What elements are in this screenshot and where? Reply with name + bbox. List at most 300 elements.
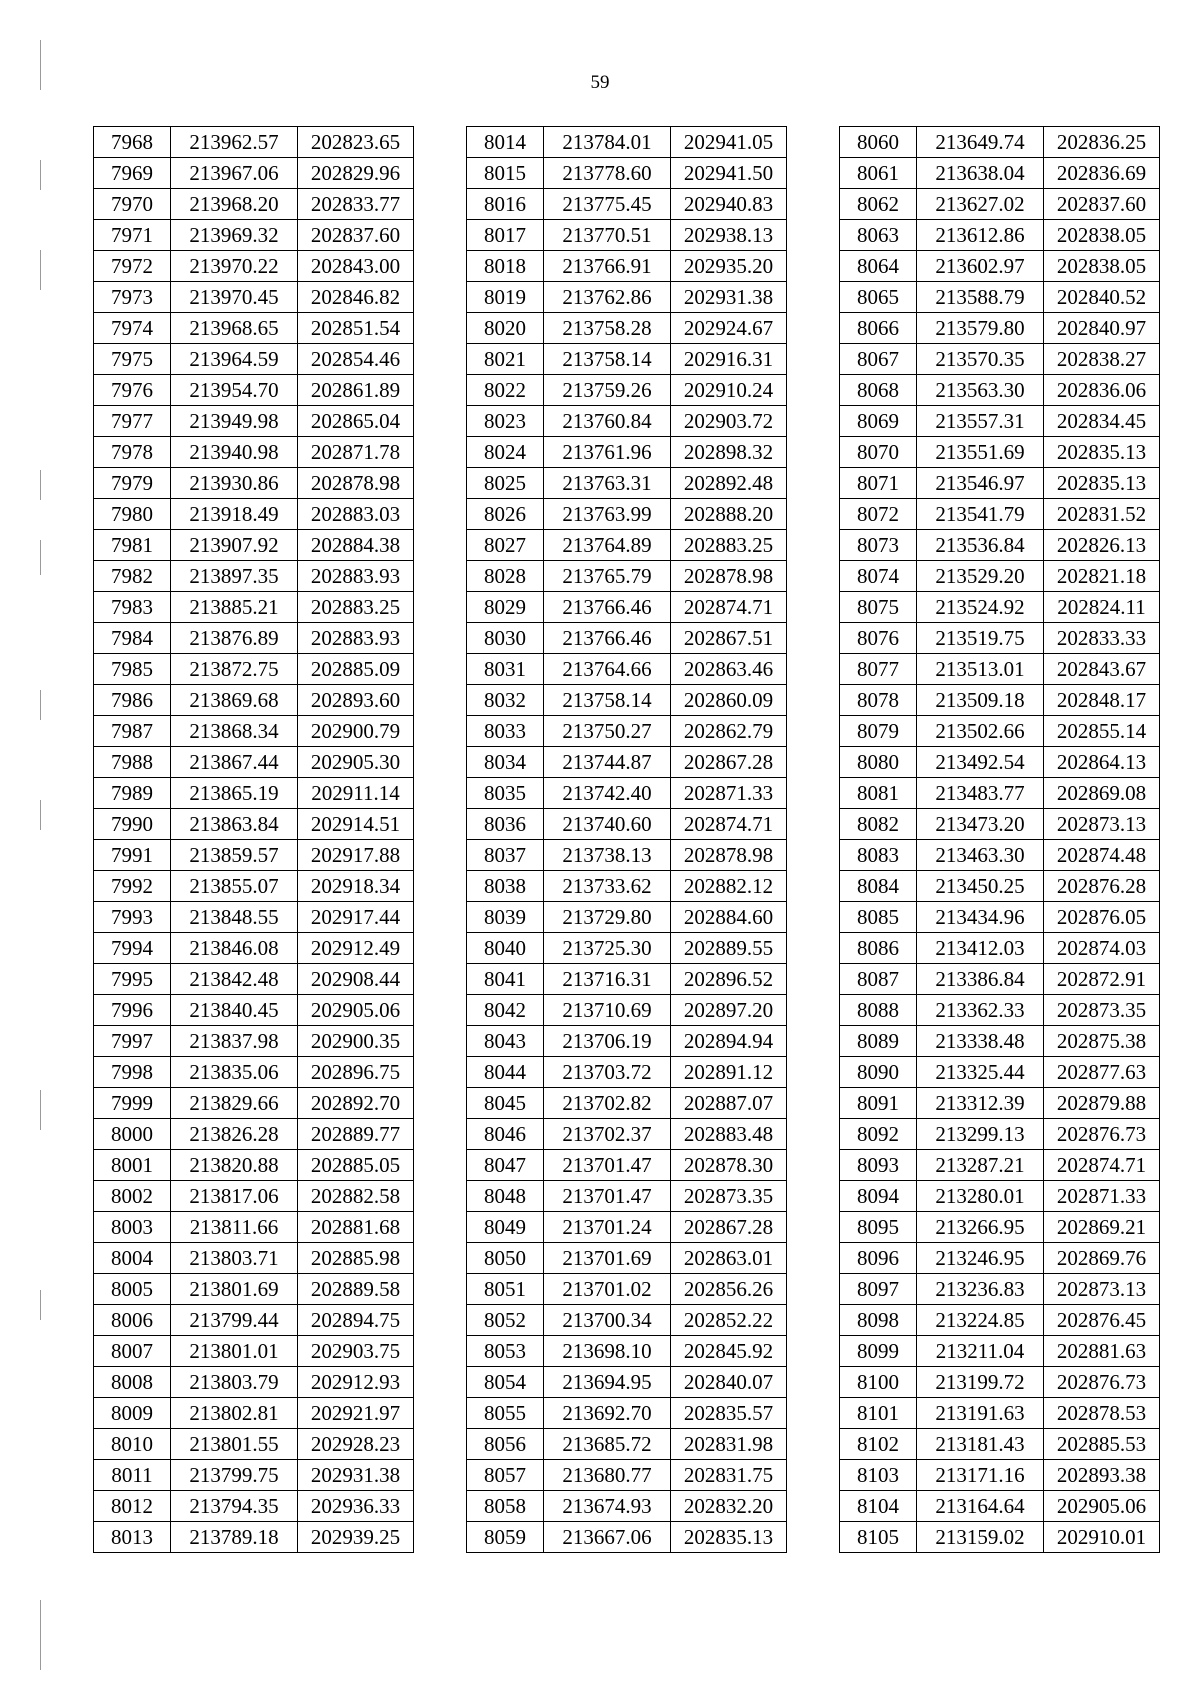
x-coordinate-cell: 213764.66 — [544, 654, 671, 685]
y-coordinate-cell: 202854.46 — [298, 344, 414, 375]
table-row — [94, 437, 414, 468]
point-number-cell: 8059 — [467, 1522, 544, 1553]
point-number-cell: 8017 — [467, 220, 544, 251]
x-coordinate-cell: 213551.69 — [917, 437, 1044, 468]
table-row — [467, 1491, 787, 1522]
y-coordinate-cell: 202928.23 — [298, 1429, 414, 1460]
table-row — [467, 1429, 787, 1460]
x-coordinate-cell: 213211.04 — [917, 1336, 1044, 1367]
table-row — [94, 530, 414, 561]
table-row — [467, 871, 787, 902]
x-coordinate-cell: 213667.06 — [544, 1522, 671, 1553]
table-row — [840, 251, 1160, 282]
table-row — [94, 840, 414, 871]
table-row — [467, 995, 787, 1026]
table-row — [840, 995, 1160, 1026]
point-number-cell: 8046 — [467, 1119, 544, 1150]
table-row — [467, 964, 787, 995]
table-row — [840, 964, 1160, 995]
x-coordinate-cell: 213483.77 — [917, 778, 1044, 809]
point-number-cell: 8102 — [840, 1429, 917, 1460]
point-number-cell: 7994 — [94, 933, 171, 964]
point-number-cell: 8048 — [467, 1181, 544, 1212]
x-coordinate-cell: 213766.46 — [544, 592, 671, 623]
x-coordinate-cell: 213766.91 — [544, 251, 671, 282]
y-coordinate-cell: 202893.38 — [1044, 1460, 1160, 1491]
point-number-cell: 8075 — [840, 592, 917, 623]
x-coordinate-cell: 213502.66 — [917, 716, 1044, 747]
point-number-cell: 8087 — [840, 964, 917, 995]
table-row — [840, 1274, 1160, 1305]
y-coordinate-cell: 202874.71 — [1044, 1150, 1160, 1181]
point-number-cell: 7977 — [94, 406, 171, 437]
y-coordinate-cell: 202876.28 — [1044, 871, 1160, 902]
point-number-cell: 8018 — [467, 251, 544, 282]
point-number-cell: 8047 — [467, 1150, 544, 1181]
table-row — [840, 499, 1160, 530]
x-coordinate-cell: 213563.30 — [917, 375, 1044, 406]
table-row — [94, 592, 414, 623]
table-row — [94, 158, 414, 189]
y-coordinate-cell: 202941.05 — [671, 127, 787, 158]
table-row — [467, 251, 787, 282]
y-coordinate-cell: 202835.57 — [671, 1398, 787, 1429]
point-number-cell: 8072 — [840, 499, 917, 530]
table-row — [840, 871, 1160, 902]
x-coordinate-cell: 213546.97 — [917, 468, 1044, 499]
y-coordinate-cell: 202867.28 — [671, 747, 787, 778]
point-number-cell: 8039 — [467, 902, 544, 933]
y-coordinate-cell: 202896.52 — [671, 964, 787, 995]
y-coordinate-cell: 202834.45 — [1044, 406, 1160, 437]
x-coordinate-cell: 213171.16 — [917, 1460, 1044, 1491]
point-number-cell: 7992 — [94, 871, 171, 902]
y-coordinate-cell: 202887.07 — [671, 1088, 787, 1119]
table-row — [840, 189, 1160, 220]
x-coordinate-cell: 213826.28 — [171, 1119, 298, 1150]
x-coordinate-cell: 213701.69 — [544, 1243, 671, 1274]
table-row — [840, 1119, 1160, 1150]
scan-edge-mark — [40, 1290, 41, 1320]
x-coordinate-cell: 213803.71 — [171, 1243, 298, 1274]
x-coordinate-cell: 213738.13 — [544, 840, 671, 871]
table-row — [467, 189, 787, 220]
y-coordinate-cell: 202916.31 — [671, 344, 787, 375]
y-coordinate-cell: 202884.60 — [671, 902, 787, 933]
point-number-cell: 7974 — [94, 313, 171, 344]
y-coordinate-cell: 202877.63 — [1044, 1057, 1160, 1088]
x-coordinate-cell: 213940.98 — [171, 437, 298, 468]
point-number-cell: 7975 — [94, 344, 171, 375]
table-row — [467, 1398, 787, 1429]
point-number-cell: 8031 — [467, 654, 544, 685]
table-row — [94, 995, 414, 1026]
point-number-cell: 8058 — [467, 1491, 544, 1522]
y-coordinate-cell: 202831.98 — [671, 1429, 787, 1460]
table-row — [94, 1181, 414, 1212]
table-row — [840, 1398, 1160, 1429]
x-coordinate-cell: 213602.97 — [917, 251, 1044, 282]
x-coordinate-cell: 213897.35 — [171, 561, 298, 592]
table-row — [840, 1522, 1160, 1553]
table-row — [840, 1212, 1160, 1243]
x-coordinate-cell: 213817.06 — [171, 1181, 298, 1212]
table-row — [840, 344, 1160, 375]
x-coordinate-cell: 213744.87 — [544, 747, 671, 778]
table-row — [94, 747, 414, 778]
point-number-cell: 8027 — [467, 530, 544, 561]
y-coordinate-cell: 202885.09 — [298, 654, 414, 685]
point-number-cell: 8010 — [94, 1429, 171, 1460]
point-number-cell: 8054 — [467, 1367, 544, 1398]
point-number-cell: 8076 — [840, 623, 917, 654]
point-number-cell: 8015 — [467, 158, 544, 189]
point-number-cell: 8057 — [467, 1460, 544, 1491]
point-number-cell: 7979 — [94, 468, 171, 499]
table-row — [467, 747, 787, 778]
x-coordinate-cell: 213702.82 — [544, 1088, 671, 1119]
point-number-cell: 8061 — [840, 158, 917, 189]
y-coordinate-cell: 202831.75 — [671, 1460, 787, 1491]
y-coordinate-cell: 202823.65 — [298, 127, 414, 158]
point-number-cell: 8093 — [840, 1150, 917, 1181]
table-row — [840, 1243, 1160, 1274]
y-coordinate-cell: 202836.25 — [1044, 127, 1160, 158]
table-row — [94, 499, 414, 530]
table-row — [94, 1367, 414, 1398]
point-number-cell: 8066 — [840, 313, 917, 344]
table-row — [94, 220, 414, 251]
point-number-cell: 8100 — [840, 1367, 917, 1398]
x-coordinate-cell: 213967.06 — [171, 158, 298, 189]
y-coordinate-cell: 202874.71 — [671, 592, 787, 623]
scan-edge-mark — [40, 160, 41, 190]
point-number-cell: 8037 — [467, 840, 544, 871]
table-row — [840, 220, 1160, 251]
y-coordinate-cell: 202840.97 — [1044, 313, 1160, 344]
y-coordinate-cell: 202856.26 — [671, 1274, 787, 1305]
point-number-cell: 8044 — [467, 1057, 544, 1088]
y-coordinate-cell: 202869.76 — [1044, 1243, 1160, 1274]
table-row — [840, 933, 1160, 964]
x-coordinate-cell: 213701.47 — [544, 1181, 671, 1212]
table-row — [94, 716, 414, 747]
x-coordinate-cell: 213627.02 — [917, 189, 1044, 220]
y-coordinate-cell: 202878.98 — [671, 840, 787, 871]
y-coordinate-cell: 202900.79 — [298, 716, 414, 747]
point-number-cell: 8068 — [840, 375, 917, 406]
point-number-cell: 8014 — [467, 127, 544, 158]
point-number-cell: 8094 — [840, 1181, 917, 1212]
x-coordinate-cell: 213338.48 — [917, 1026, 1044, 1057]
y-coordinate-cell: 202851.54 — [298, 313, 414, 344]
y-coordinate-cell: 202892.70 — [298, 1088, 414, 1119]
point-number-cell: 8033 — [467, 716, 544, 747]
table-row — [840, 809, 1160, 840]
y-coordinate-cell: 202871.33 — [671, 778, 787, 809]
x-coordinate-cell: 213885.21 — [171, 592, 298, 623]
point-number-cell: 8003 — [94, 1212, 171, 1243]
y-coordinate-cell: 202876.73 — [1044, 1119, 1160, 1150]
x-coordinate-cell: 213763.31 — [544, 468, 671, 499]
y-coordinate-cell: 202837.60 — [1044, 189, 1160, 220]
table-row — [840, 840, 1160, 871]
x-coordinate-cell: 213362.33 — [917, 995, 1044, 1026]
y-coordinate-cell: 202885.05 — [298, 1150, 414, 1181]
x-coordinate-cell: 213762.86 — [544, 282, 671, 313]
y-coordinate-cell: 202876.73 — [1044, 1367, 1160, 1398]
point-number-cell: 8055 — [467, 1398, 544, 1429]
y-coordinate-cell: 202874.48 — [1044, 840, 1160, 871]
x-coordinate-cell: 213848.55 — [171, 902, 298, 933]
table-row — [94, 1057, 414, 1088]
y-coordinate-cell: 202843.00 — [298, 251, 414, 282]
table-row — [467, 1119, 787, 1150]
table-row — [94, 1212, 414, 1243]
x-coordinate-cell: 213784.01 — [544, 127, 671, 158]
y-coordinate-cell: 202878.30 — [671, 1150, 787, 1181]
table-row — [467, 1057, 787, 1088]
x-coordinate-cell: 213867.44 — [171, 747, 298, 778]
x-coordinate-cell: 213702.37 — [544, 1119, 671, 1150]
x-coordinate-cell: 213579.80 — [917, 313, 1044, 344]
point-number-cell: 7971 — [94, 220, 171, 251]
y-coordinate-cell: 202938.13 — [671, 220, 787, 251]
table-row — [94, 375, 414, 406]
table-row — [840, 375, 1160, 406]
point-number-cell: 8101 — [840, 1398, 917, 1429]
point-number-cell: 8021 — [467, 344, 544, 375]
point-number-cell: 8013 — [94, 1522, 171, 1553]
table-row — [94, 1460, 414, 1491]
y-coordinate-cell: 202869.21 — [1044, 1212, 1160, 1243]
x-coordinate-cell: 213801.55 — [171, 1429, 298, 1460]
point-number-cell: 8000 — [94, 1119, 171, 1150]
y-coordinate-cell: 202845.92 — [671, 1336, 787, 1367]
scan-edge-mark — [40, 470, 41, 500]
x-coordinate-cell: 213701.47 — [544, 1150, 671, 1181]
table-row — [467, 1460, 787, 1491]
table-row — [467, 1305, 787, 1336]
x-coordinate-cell: 213759.26 — [544, 375, 671, 406]
table-row — [467, 561, 787, 592]
x-coordinate-cell: 213802.81 — [171, 1398, 298, 1429]
table-row — [94, 1243, 414, 1274]
point-number-cell: 7997 — [94, 1026, 171, 1057]
table-row — [467, 902, 787, 933]
y-coordinate-cell: 202885.53 — [1044, 1429, 1160, 1460]
x-coordinate-cell: 213799.75 — [171, 1460, 298, 1491]
point-number-cell: 8098 — [840, 1305, 917, 1336]
point-number-cell: 8025 — [467, 468, 544, 499]
y-coordinate-cell: 202855.14 — [1044, 716, 1160, 747]
y-coordinate-cell: 202871.33 — [1044, 1181, 1160, 1212]
point-number-cell: 8008 — [94, 1367, 171, 1398]
x-coordinate-cell: 213835.06 — [171, 1057, 298, 1088]
y-coordinate-cell: 202838.27 — [1044, 344, 1160, 375]
table-row — [467, 1181, 787, 1212]
y-coordinate-cell: 202838.05 — [1044, 251, 1160, 282]
point-number-cell: 8084 — [840, 871, 917, 902]
y-coordinate-cell: 202883.93 — [298, 623, 414, 654]
table-row — [94, 1119, 414, 1150]
x-coordinate-cell: 213519.75 — [917, 623, 1044, 654]
table-row — [467, 158, 787, 189]
y-coordinate-cell: 202911.14 — [298, 778, 414, 809]
table-row — [840, 1057, 1160, 1088]
y-coordinate-cell: 202881.68 — [298, 1212, 414, 1243]
y-coordinate-cell: 202821.18 — [1044, 561, 1160, 592]
y-coordinate-cell: 202837.60 — [298, 220, 414, 251]
x-coordinate-cell: 213962.57 — [171, 127, 298, 158]
y-coordinate-cell: 202840.07 — [671, 1367, 787, 1398]
y-coordinate-cell: 202931.38 — [298, 1460, 414, 1491]
x-coordinate-cell: 213325.44 — [917, 1057, 1044, 1088]
x-coordinate-cell: 213557.31 — [917, 406, 1044, 437]
table-row — [94, 1088, 414, 1119]
y-coordinate-cell: 202894.94 — [671, 1026, 787, 1057]
y-coordinate-cell: 202873.13 — [1044, 1274, 1160, 1305]
y-coordinate-cell: 202894.75 — [298, 1305, 414, 1336]
y-coordinate-cell: 202908.44 — [298, 964, 414, 995]
y-coordinate-cell: 202835.13 — [671, 1522, 787, 1553]
x-coordinate-cell: 213869.68 — [171, 685, 298, 716]
point-number-cell: 7991 — [94, 840, 171, 871]
point-number-cell: 8023 — [467, 406, 544, 437]
point-number-cell: 7976 — [94, 375, 171, 406]
point-number-cell: 8083 — [840, 840, 917, 871]
y-coordinate-cell: 202905.06 — [298, 995, 414, 1026]
point-number-cell: 8080 — [840, 747, 917, 778]
y-coordinate-cell: 202874.71 — [671, 809, 787, 840]
x-coordinate-cell: 213770.51 — [544, 220, 671, 251]
point-number-cell: 8022 — [467, 375, 544, 406]
table-row — [94, 251, 414, 282]
y-coordinate-cell: 202889.55 — [671, 933, 787, 964]
y-coordinate-cell: 202891.12 — [671, 1057, 787, 1088]
point-number-cell: 7969 — [94, 158, 171, 189]
x-coordinate-cell: 213968.20 — [171, 189, 298, 220]
point-number-cell: 8060 — [840, 127, 917, 158]
y-coordinate-cell: 202872.91 — [1044, 964, 1160, 995]
table-row — [840, 530, 1160, 561]
y-coordinate-cell: 202921.97 — [298, 1398, 414, 1429]
x-coordinate-cell: 213778.60 — [544, 158, 671, 189]
y-coordinate-cell: 202826.13 — [1044, 530, 1160, 561]
x-coordinate-cell: 213970.45 — [171, 282, 298, 313]
x-coordinate-cell: 213236.83 — [917, 1274, 1044, 1305]
y-coordinate-cell: 202863.01 — [671, 1243, 787, 1274]
table-row — [94, 1522, 414, 1553]
table-row — [94, 685, 414, 716]
y-coordinate-cell: 202884.38 — [298, 530, 414, 561]
y-coordinate-cell: 202940.83 — [671, 189, 787, 220]
table-row — [467, 1336, 787, 1367]
point-number-cell: 8041 — [467, 964, 544, 995]
point-number-cell: 7983 — [94, 592, 171, 623]
y-coordinate-cell: 202931.38 — [671, 282, 787, 313]
point-number-cell: 8082 — [840, 809, 917, 840]
point-number-cell: 8092 — [840, 1119, 917, 1150]
table-row — [840, 1026, 1160, 1057]
page-number: 59 — [590, 72, 610, 93]
y-coordinate-cell: 202824.11 — [1044, 592, 1160, 623]
scan-edge-mark — [40, 1090, 41, 1130]
x-coordinate-cell: 213733.62 — [544, 871, 671, 902]
y-coordinate-cell: 202936.33 — [298, 1491, 414, 1522]
y-coordinate-cell: 202869.08 — [1044, 778, 1160, 809]
point-number-cell: 7978 — [94, 437, 171, 468]
table-row — [840, 437, 1160, 468]
point-number-cell: 8004 — [94, 1243, 171, 1274]
table-row — [840, 313, 1160, 344]
x-coordinate-cell: 213450.25 — [917, 871, 1044, 902]
x-coordinate-cell: 213159.02 — [917, 1522, 1044, 1553]
x-coordinate-cell: 213750.27 — [544, 716, 671, 747]
y-coordinate-cell: 202836.06 — [1044, 375, 1160, 406]
point-number-cell: 7987 — [94, 716, 171, 747]
x-coordinate-cell: 213680.77 — [544, 1460, 671, 1491]
table-row — [840, 592, 1160, 623]
y-coordinate-cell: 202912.93 — [298, 1367, 414, 1398]
point-number-cell: 8036 — [467, 809, 544, 840]
x-coordinate-cell: 213513.01 — [917, 654, 1044, 685]
table-row — [467, 499, 787, 530]
point-number-cell: 8045 — [467, 1088, 544, 1119]
table-row — [840, 1336, 1160, 1367]
y-coordinate-cell: 202867.28 — [671, 1212, 787, 1243]
table-row — [840, 685, 1160, 716]
table-row — [840, 778, 1160, 809]
point-number-cell: 7999 — [94, 1088, 171, 1119]
point-number-cell: 8043 — [467, 1026, 544, 1057]
point-number-cell: 8077 — [840, 654, 917, 685]
x-coordinate-cell: 213536.84 — [917, 530, 1044, 561]
table-row — [94, 1491, 414, 1522]
point-number-cell: 8062 — [840, 189, 917, 220]
point-number-cell: 7996 — [94, 995, 171, 1026]
x-coordinate-cell: 213801.01 — [171, 1336, 298, 1367]
x-coordinate-cell: 213492.54 — [917, 747, 1044, 778]
x-coordinate-cell: 213280.01 — [917, 1181, 1044, 1212]
point-number-cell: 7985 — [94, 654, 171, 685]
table-row — [94, 933, 414, 964]
table-row — [467, 406, 787, 437]
x-coordinate-cell: 213803.79 — [171, 1367, 298, 1398]
y-coordinate-cell: 202918.34 — [298, 871, 414, 902]
point-number-cell: 7995 — [94, 964, 171, 995]
table-row — [94, 468, 414, 499]
y-coordinate-cell: 202893.60 — [298, 685, 414, 716]
point-number-cell: 8097 — [840, 1274, 917, 1305]
x-coordinate-cell: 213765.79 — [544, 561, 671, 592]
point-number-cell: 8029 — [467, 592, 544, 623]
point-number-cell: 8096 — [840, 1243, 917, 1274]
point-number-cell: 8011 — [94, 1460, 171, 1491]
point-number-cell: 8079 — [840, 716, 917, 747]
x-coordinate-cell: 213701.24 — [544, 1212, 671, 1243]
x-coordinate-cell: 213760.84 — [544, 406, 671, 437]
y-coordinate-cell: 202876.45 — [1044, 1305, 1160, 1336]
point-number-cell: 8040 — [467, 933, 544, 964]
table-row — [840, 1429, 1160, 1460]
x-coordinate-cell: 213970.22 — [171, 251, 298, 282]
y-coordinate-cell: 202838.05 — [1044, 220, 1160, 251]
x-coordinate-cell: 213742.40 — [544, 778, 671, 809]
table-row — [94, 561, 414, 592]
y-coordinate-cell: 202846.82 — [298, 282, 414, 313]
x-coordinate-cell: 213386.84 — [917, 964, 1044, 995]
